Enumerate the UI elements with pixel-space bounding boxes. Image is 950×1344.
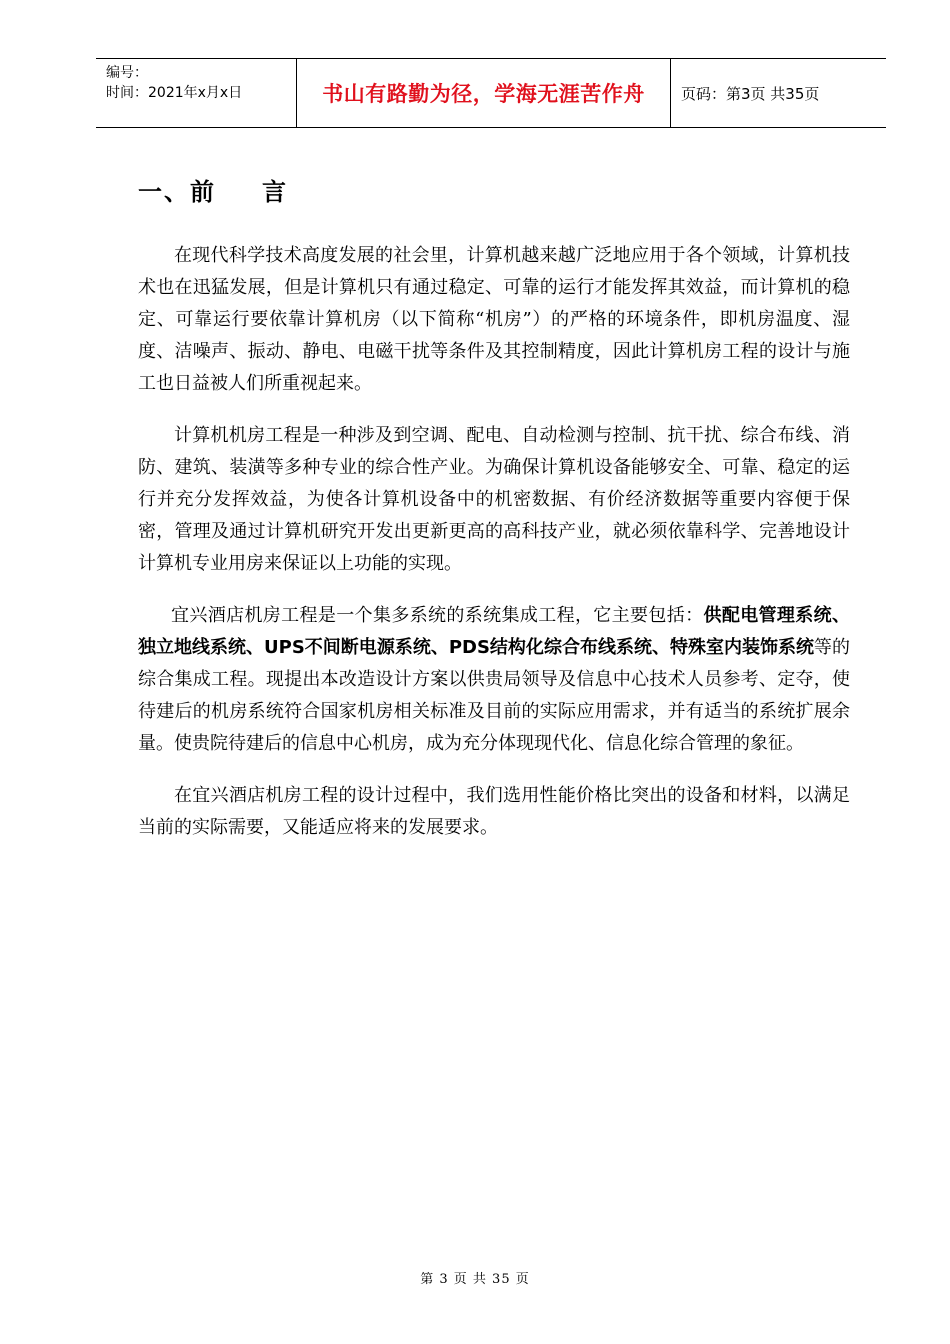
paragraph-3-end: 等的综合集成工程。现提出本改造设计方案以供贵局领导及信息中心技术人员参考、定夺，使待建后的机房系统符合国家机房相关标准及目前的实际应用需求，并有适当的系统扩展余量。使贵院待建后的信息中心机房，成为充分体现现代化、信息化综合管理的象征。 [138, 637, 851, 754]
document-time-label: 时间：2021年x月x日 [106, 85, 243, 101]
section-heading-number: 一、前 [138, 178, 216, 206]
paragraph-3-systems: 供配电管理系统、独立地线系统、UPS不间断电源系统、PDS结构化综合布线系统、特殊室内装饰系统 [138, 605, 850, 658]
paragraph-2: 计算机机房工程是一种涉及到空调、配电、自动检测与控制、抗干扰、综合布线、消防、建筑、装潢等多种专业的综合性产业。为确保计算机设备能够安全、可靠、稳定的运行并充分发挥效益，为使各计算机设备中的机密数据、有价经济数据等重要内容便于保密，管理及通过计算机研究开发出更新更高的高科技产业，就必须依靠科学、完善地设计计算机专业用房来保证以上功能的实现。 [138, 425, 850, 574]
section-heading [138, 172, 288, 207]
document-body [138, 240, 850, 864]
paragraph-4: 在宜兴酒店机房工程的设计过程中，我们选用性能价格比突出的设备和材料，以满足当前的实际需要，又能适应将来的发展要求。 [138, 785, 850, 838]
paragraph-1: 在现代科学技术高度发展的社会里，计算机越来越广泛地应用于各个领域，计算机技术也在迅猛发展，但是计算机只有通过稳定、可靠的运行才能发挥其效益，而计算机的稳定、可靠运行要依靠计算机房（以下简称“机房”）的严格的环境条件，即机房温度、湿度、洁噪声、振动、静电、电磁干扰等条件及其控制精度，因此计算机房工程的设计与施工也日益被人们所重视起来。 [138, 245, 850, 394]
page-header [96, 58, 886, 128]
document-number-label: 编号： [106, 65, 148, 81]
section-heading-tail: 言 [262, 178, 288, 206]
header-motto: 书山有路勤为径，学海无涯苦作舟 [297, 59, 671, 127]
header-meta [96, 59, 297, 127]
header-page-info: 页码：第3页 共35页 [681, 84, 820, 103]
paragraph-3 [138, 600, 850, 760]
page-footer: 第 3 页 共 35 页 [420, 1272, 530, 1287]
paragraph-3-start: 宜兴酒店机房工程是一个集多系统的系统集成工程，它主要包括： [171, 605, 704, 626]
